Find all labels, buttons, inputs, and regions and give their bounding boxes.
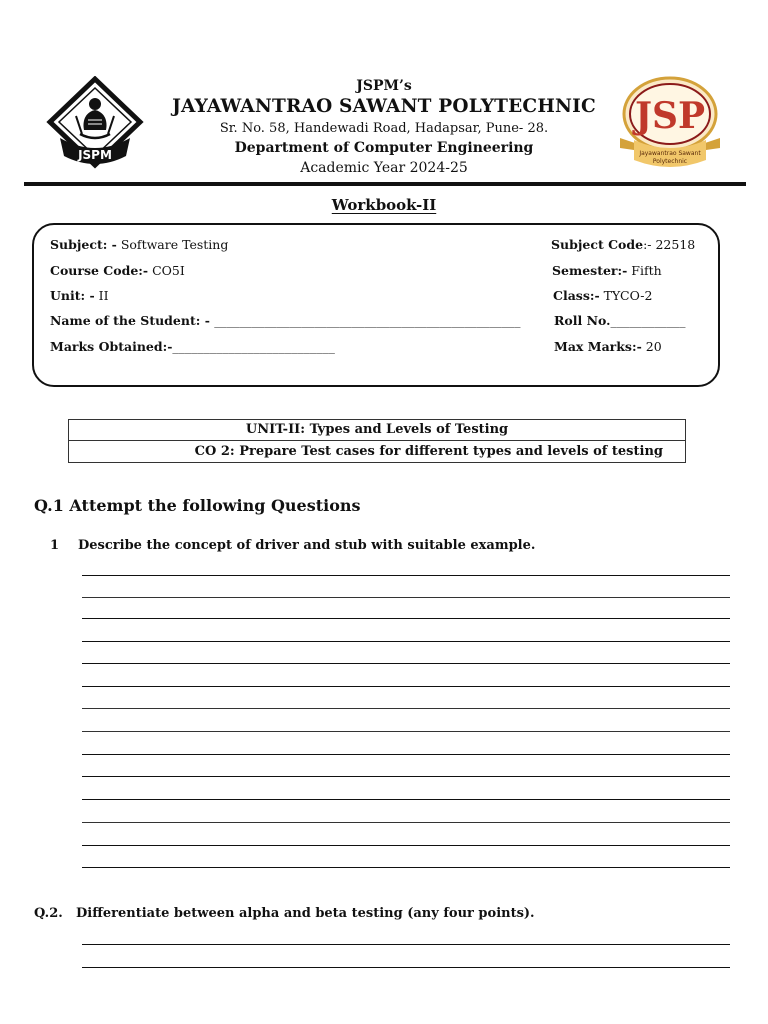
academic-year: Academic Year 2024-25 <box>300 160 468 176</box>
workbook-title: Workbook-II <box>331 196 437 214</box>
answer-line[interactable] <box>82 944 730 945</box>
jsp-ribbon-line1: Jayawantrao Sawant <box>639 150 701 157</box>
q1-heading: Q.1 Attempt the following Questions <box>34 496 361 515</box>
answer-line[interactable] <box>82 575 730 576</box>
subject-code-field: Subject Code:- 22518 <box>551 237 696 252</box>
institute-address: Sr. No. 58, Handewadi Road, Hadapsar, Pune- 28. <box>219 121 549 136</box>
answer-line[interactable] <box>82 867 730 868</box>
answer-line[interactable] <box>82 845 730 846</box>
answer-line[interactable] <box>82 597 730 598</box>
q2-number: Q.2. <box>34 906 63 921</box>
unit-table <box>68 419 686 463</box>
jsp-ribbon-line2: Polytechnic <box>652 158 688 165</box>
answer-line[interactable] <box>82 822 730 823</box>
header-divider <box>24 182 746 186</box>
q1-number: 1 <box>50 538 60 553</box>
answer-line[interactable] <box>82 618 730 619</box>
roll-no-field[interactable]: Roll No.____________ <box>554 313 686 328</box>
jsp-logo-text: JSP <box>634 95 706 137</box>
answer-line[interactable] <box>82 731 730 732</box>
max-marks-field: Max Marks:- 20 <box>554 339 662 354</box>
jspm-logo-text: JSPM <box>78 148 112 162</box>
semester-field: Semester:- Fifth <box>552 263 662 278</box>
marks-obtained-field[interactable]: Marks Obtained:-__________________________ <box>50 339 335 354</box>
q2-question: Differentiate between alpha and beta testing (any four points). <box>76 906 535 921</box>
answer-line[interactable] <box>82 776 730 777</box>
subject-field: Subject: - Software Testing <box>50 237 229 252</box>
answer-line[interactable] <box>82 708 730 709</box>
student-name-field[interactable]: Name of the Student: - _________________________________________________ <box>50 313 521 328</box>
course-outcome-row: CO 2: Prepare Test cases for different types and levels of testing <box>194 444 663 459</box>
answer-line[interactable] <box>82 686 730 687</box>
institute-prefix: JSPM’s <box>356 78 412 94</box>
class-field: Class:- TYCO-2 <box>553 288 653 303</box>
q1-question: Describe the concept of driver and stub with suitable example. <box>78 538 536 553</box>
answer-line[interactable] <box>82 967 730 968</box>
answer-line[interactable] <box>82 641 730 642</box>
answer-line[interactable] <box>82 754 730 755</box>
institute-title: JAYAWANTRAO SAWANT POLYTECHNIC <box>172 96 596 117</box>
unit-field: Unit: - II <box>50 288 109 303</box>
department-name: Department of Computer Engineering <box>234 140 534 156</box>
answer-line[interactable] <box>82 663 730 664</box>
course-code-field: Course Code:- CO5I <box>50 263 185 278</box>
answer-line[interactable] <box>82 799 730 800</box>
unit-title-row: UNIT-II: Types and Levels of Testing <box>69 420 685 441</box>
